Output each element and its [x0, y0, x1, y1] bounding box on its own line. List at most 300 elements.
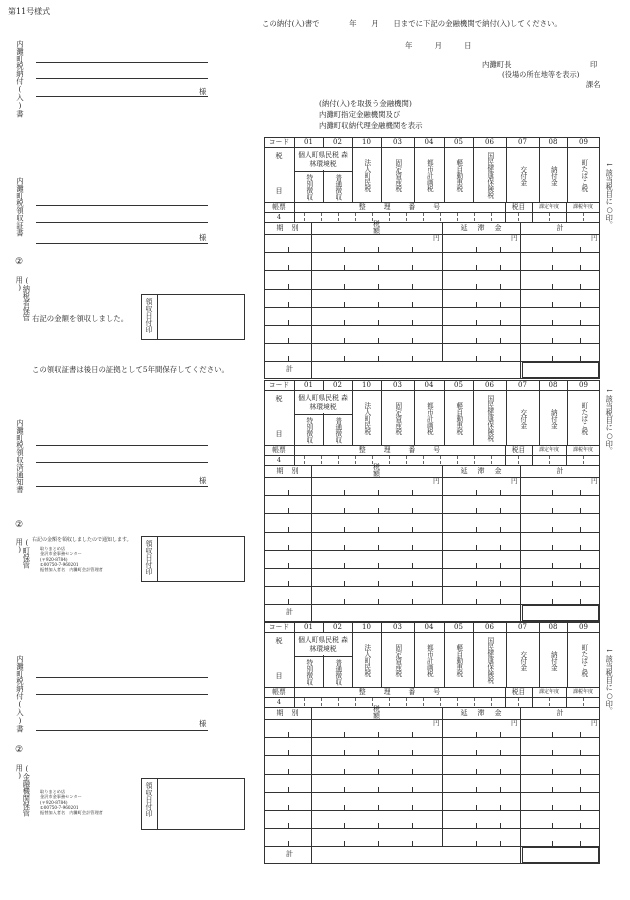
- digit-tick: [412, 563, 413, 568]
- digit-tick: [552, 732, 553, 737]
- tax-item: 納付金: [549, 165, 558, 186]
- org-line: 振替加入者名 内灘町会計管理者: [40, 567, 103, 572]
- rule: [294, 656, 352, 657]
- digit-tick: [580, 805, 581, 810]
- digit-tick: [412, 527, 413, 532]
- digit-tick: [378, 338, 379, 343]
- dashed-rule: [474, 213, 475, 221]
- digit-tick: [344, 284, 345, 289]
- digit-tick: [344, 302, 345, 307]
- digit-tick: [552, 338, 553, 343]
- digit-tick: [378, 320, 379, 325]
- late-fee-label: 延滞金: [460, 223, 512, 232]
- tax-code: 10: [362, 622, 371, 631]
- digit-tick: [552, 247, 553, 252]
- digit-tick: [378, 787, 379, 792]
- org-line: ①00750-7-960201: [40, 804, 79, 810]
- dashed-rule: [518, 456, 519, 464]
- tax-code: 09: [579, 137, 588, 146]
- total-label: 計: [556, 708, 564, 717]
- due-line: この納付(入)書で 年 月 日までに下記の金融機関で納付(入)してください。: [262, 19, 562, 28]
- assess-year-label: 課定年度: [538, 688, 559, 695]
- pref-tax-header: 個人町県民税 森林環境税: [298, 393, 348, 411]
- digit-tick: [476, 787, 477, 792]
- digit-tick: [476, 581, 477, 586]
- circle-number: ②: [15, 745, 24, 755]
- digit-tick: [552, 841, 553, 846]
- digit-tick: [580, 265, 581, 270]
- late-fee-label: 延滞金: [460, 708, 512, 717]
- dashed-rule: [440, 698, 441, 706]
- rule: [264, 147, 600, 148]
- digit-tick: [288, 265, 289, 270]
- digit-tick: [500, 581, 501, 586]
- tax-item: 納付金: [549, 650, 558, 671]
- notice-message: 右記の金額を領収しましたので通知します。: [32, 537, 132, 543]
- dashed-rule: [491, 456, 492, 464]
- rule: [264, 289, 600, 290]
- dashed-rule: [491, 698, 492, 706]
- digit-tick: [288, 750, 289, 755]
- side-note: ←該当税目に○印。: [605, 646, 615, 715]
- digit-tick: [344, 356, 345, 361]
- row-prefix: 4: [276, 455, 282, 464]
- tax-code: 02: [333, 622, 342, 631]
- digit-tick: [344, 508, 345, 513]
- digit-tick: [552, 490, 553, 495]
- rule: [264, 774, 600, 775]
- tax-item: 法人町民税: [362, 402, 371, 435]
- section-title-notice: 内灘町税領収済通知書: [15, 419, 25, 493]
- total-row-label: 計: [286, 608, 293, 617]
- rule: [520, 222, 521, 379]
- pref-tax-header: 個人町県民税 森林環境税: [298, 150, 348, 168]
- digit-tick: [288, 581, 289, 586]
- rule: [294, 414, 352, 415]
- yen-mark: 円: [433, 477, 440, 485]
- tax-label: 税: [275, 636, 283, 645]
- digit-tick: [500, 545, 501, 550]
- tax-item: 固定資産税: [393, 644, 402, 677]
- tax-label: 税: [275, 394, 283, 403]
- org-line: 金沢市金事務センター: [40, 794, 82, 800]
- digit-tick: [344, 787, 345, 792]
- digit-tick: [580, 823, 581, 828]
- tax-code: 05: [454, 137, 463, 146]
- digit-tick: [552, 805, 553, 810]
- tax-code: 08: [548, 137, 558, 146]
- rule: [264, 390, 600, 391]
- dashed-rule: [338, 698, 339, 706]
- tax-item: 交付金: [518, 165, 527, 186]
- rule: [520, 465, 521, 622]
- rule: [264, 828, 600, 829]
- tax-item: 軽自動車税: [454, 402, 463, 435]
- org-line: 振替加入者名 内灘町会計管理者: [40, 810, 103, 815]
- digit-tick: [476, 284, 477, 289]
- dashed-rule: [457, 456, 458, 464]
- ref-number-label: 整理番号: [358, 202, 459, 211]
- sama-label: 様: [199, 719, 207, 728]
- digit-tick: [412, 265, 413, 270]
- digit-tick: [378, 769, 379, 774]
- rule: [311, 707, 312, 864]
- rule: [264, 270, 600, 271]
- digit-tick: [580, 356, 581, 361]
- yen-mark: 円: [591, 477, 598, 485]
- tax-code: 04: [424, 137, 434, 146]
- period-label: 期別: [276, 223, 307, 232]
- digit-tick: [378, 302, 379, 307]
- dashed-rule: [518, 213, 519, 221]
- dashed-rule: [457, 213, 458, 221]
- rule: [264, 307, 600, 308]
- digit-tick: [412, 320, 413, 325]
- digit-tick: [500, 599, 501, 604]
- stamp-label: 領収日付印: [145, 782, 153, 817]
- digit-tick: [288, 284, 289, 289]
- digit-tick: [288, 320, 289, 325]
- digit-tick: [288, 841, 289, 846]
- circle-number: ②: [15, 520, 24, 530]
- digit-tick: [412, 599, 413, 604]
- yen-mark: 円: [591, 234, 598, 242]
- tax-item-label: 税目: [511, 202, 526, 211]
- tax-code: 08: [548, 380, 558, 389]
- tax-item: 都市計画税: [425, 402, 434, 435]
- name-line: [36, 243, 208, 244]
- digit-tick: [500, 338, 501, 343]
- digit-tick: [412, 284, 413, 289]
- tax-code: 07: [518, 622, 527, 631]
- digit-tick: [412, 490, 413, 495]
- tax-item: 軽自動車税: [454, 159, 463, 192]
- purpose-town: (町保管用): [15, 538, 32, 569]
- section-title-payment-bank: 内灘町税納付(入)書: [15, 655, 25, 733]
- row-prefix: 4: [276, 697, 282, 706]
- total-label: 計: [556, 466, 564, 475]
- digit-tick: [378, 599, 379, 604]
- stamp-label: 領収日付印: [145, 540, 153, 575]
- digit-tick: [500, 265, 501, 270]
- tax-item: 固定資産税: [393, 402, 402, 435]
- digit-tick: [580, 508, 581, 513]
- digit-tick: [476, 841, 477, 846]
- dashed-rule: [440, 456, 441, 464]
- digit-tick: [412, 581, 413, 586]
- assess-year-label: 課定年度: [538, 203, 559, 210]
- tax-item: 町たばこ税: [579, 644, 588, 677]
- tax-code: 04: [424, 622, 434, 631]
- rule: [264, 586, 600, 587]
- digit-tick: [500, 787, 501, 792]
- digit-tick: [288, 787, 289, 792]
- tax-item: 法人町民税: [362, 159, 371, 192]
- digit-tick: [344, 320, 345, 325]
- digit-tick: [552, 787, 553, 792]
- digit-tick: [580, 302, 581, 307]
- digit-tick: [500, 823, 501, 828]
- pref-tax-header: 個人町県民税 森林環境税: [298, 635, 348, 653]
- tax-item: 国民健康保険税: [485, 152, 494, 199]
- mayor-seal: 印: [590, 60, 598, 69]
- tax-code: 05: [454, 622, 463, 631]
- tax-code: 10: [362, 380, 371, 389]
- office-location: (役場の所在地等を表示): [502, 70, 580, 79]
- digit-tick: [344, 265, 345, 270]
- tax-year-label: 課税年度: [572, 688, 593, 695]
- tax-code: 01: [304, 137, 313, 146]
- digit-tick: [552, 302, 553, 307]
- digit-tick: [552, 356, 553, 361]
- total-row-label: 計: [286, 365, 293, 374]
- code-label: コード: [268, 380, 290, 389]
- row-prefix: 4: [276, 212, 282, 221]
- grand-total-box: [522, 605, 599, 621]
- tax-item-label: 税目: [511, 687, 526, 696]
- rule: [264, 343, 600, 344]
- digit-tick: [552, 823, 553, 828]
- dashed-rule: [321, 698, 322, 706]
- digit-tick: [378, 581, 379, 586]
- tax-code: 08: [548, 622, 558, 631]
- side-note: ←該当税目に○印。: [605, 160, 615, 229]
- name-line: [36, 96, 208, 97]
- tax-item: 交付金: [518, 650, 527, 671]
- digit-tick: [412, 732, 413, 737]
- digit-tick: [580, 320, 581, 325]
- grand-total-box: [522, 847, 599, 863]
- digit-tick: [344, 338, 345, 343]
- tax-item: 国民健康保険税: [485, 637, 494, 684]
- address-line: [36, 78, 208, 79]
- dashed-rule: [474, 456, 475, 464]
- digit-tick: [476, 265, 477, 270]
- special-collection: 特別徴収: [304, 658, 313, 686]
- side-note: ←該当税目に○印。: [605, 386, 615, 455]
- yen-mark: 円: [433, 234, 440, 242]
- tax-code: 06: [485, 380, 494, 389]
- tax-item: 固定資産税: [393, 159, 402, 192]
- digit-tick: [412, 823, 413, 828]
- digit-tick: [344, 563, 345, 568]
- digit-tick: [288, 302, 289, 307]
- digit-tick: [378, 356, 379, 361]
- digit-tick: [378, 805, 379, 810]
- dashed-rule: [355, 456, 356, 464]
- digit-tick: [344, 769, 345, 774]
- dashed-rule: [423, 698, 424, 706]
- digit-tick: [500, 490, 501, 495]
- digit-tick: [288, 508, 289, 513]
- circle-number: ②: [15, 257, 24, 267]
- digit-tick: [344, 545, 345, 550]
- dashed-rule: [338, 213, 339, 221]
- section-title-receipt: 内灘町税領収証書: [15, 177, 25, 237]
- tax-code: 03: [393, 622, 402, 631]
- digit-tick: [476, 320, 477, 325]
- receipt-message: 右記の金額を領収しました。: [32, 314, 129, 323]
- address-line: [36, 694, 208, 695]
- special-collection: 特別徴収: [304, 173, 313, 201]
- rule: [311, 222, 312, 379]
- dashed-rule: [583, 213, 584, 221]
- digit-tick: [288, 338, 289, 343]
- dashed-rule: [549, 213, 550, 221]
- dashed-rule: [338, 456, 339, 464]
- digit-tick: [288, 545, 289, 550]
- digit-tick: [580, 841, 581, 846]
- tax-year-label: 課税年度: [572, 203, 593, 210]
- total-label: 計: [556, 223, 564, 232]
- tax-item: 法人町民税: [362, 644, 371, 677]
- rule: [520, 707, 521, 864]
- tax-code: 06: [485, 137, 494, 146]
- period-label: 期別: [276, 708, 307, 717]
- digit-tick: [500, 508, 501, 513]
- digit-tick: [580, 527, 581, 532]
- digit-tick: [412, 338, 413, 343]
- dashed-rule: [304, 698, 305, 706]
- item-label: 目: [275, 186, 283, 195]
- form-number: 第11号様式: [8, 7, 51, 16]
- digit-tick: [378, 563, 379, 568]
- rule: [442, 222, 443, 361]
- rule: [264, 792, 600, 793]
- digit-tick: [580, 563, 581, 568]
- digit-tick: [412, 545, 413, 550]
- digit-tick: [378, 490, 379, 495]
- digit-tick: [412, 302, 413, 307]
- digit-tick: [288, 805, 289, 810]
- digit-tick: [378, 284, 379, 289]
- tax-code: 04: [424, 380, 434, 389]
- sama-label: 様: [199, 87, 207, 96]
- item-label: 目: [275, 671, 283, 680]
- dashed-rule: [440, 213, 441, 221]
- digit-tick: [344, 490, 345, 495]
- item-label: 目: [275, 429, 283, 438]
- rule: [264, 810, 600, 811]
- tax-code: 07: [518, 137, 527, 146]
- name-line: [36, 486, 208, 487]
- digit-tick: [476, 545, 477, 550]
- digit-tick: [580, 581, 581, 586]
- digit-tick: [580, 787, 581, 792]
- digit-tick: [500, 302, 501, 307]
- rule: [264, 632, 600, 633]
- ledger-label: 帳票: [272, 445, 286, 454]
- org-block: [40, 789, 103, 815]
- org-line: (〒920-8784): [40, 556, 68, 562]
- digit-tick: [378, 732, 379, 737]
- digit-tick: [378, 750, 379, 755]
- rule: [264, 495, 600, 496]
- special-collection: 特別徴収: [304, 416, 313, 444]
- rule: [311, 465, 312, 622]
- digit-tick: [288, 823, 289, 828]
- digit-tick: [344, 805, 345, 810]
- tax-code: 03: [393, 380, 402, 389]
- digit-tick: [580, 545, 581, 550]
- digit-tick: [500, 805, 501, 810]
- digit-tick: [580, 732, 581, 737]
- digit-tick: [476, 338, 477, 343]
- digit-tick: [552, 527, 553, 532]
- late-fee-label: 延滞金: [460, 466, 512, 475]
- rule: [442, 465, 443, 604]
- tax-code: 09: [579, 622, 588, 631]
- code-label: コード: [268, 622, 290, 631]
- dashed-rule: [549, 456, 550, 464]
- digit-tick: [580, 750, 581, 755]
- org-line: 金沢市金事務センター: [40, 551, 82, 557]
- digit-tick: [476, 356, 477, 361]
- digit-tick: [500, 247, 501, 252]
- dashed-rule: [583, 456, 584, 464]
- tax-item: 軽自動車税: [454, 644, 463, 677]
- digit-tick: [500, 356, 501, 361]
- code-label: コード: [268, 137, 290, 146]
- digit-tick: [288, 599, 289, 604]
- issue-date: 年 月 日: [405, 41, 472, 50]
- section-title-payment: 内灘町税納付(入)書: [15, 40, 25, 118]
- yen-mark: 円: [591, 719, 598, 727]
- dashed-rule: [304, 213, 305, 221]
- dashed-rule: [549, 698, 550, 706]
- tax-item-label: 税目: [511, 445, 526, 454]
- dashed-rule: [518, 698, 519, 706]
- dashed-rule: [423, 213, 424, 221]
- digit-tick: [412, 805, 413, 810]
- address-line: [36, 445, 208, 446]
- digit-tick: [476, 247, 477, 252]
- digit-tick: [288, 732, 289, 737]
- stamp-label: 領収日付印: [145, 298, 153, 333]
- dashed-rule: [304, 456, 305, 464]
- tax-code: 09: [579, 380, 588, 389]
- org-line: 取りまとめ店: [40, 789, 66, 794]
- digit-tick: [580, 599, 581, 604]
- digit-tick: [552, 750, 553, 755]
- rule: [294, 171, 352, 172]
- digit-tick: [552, 320, 553, 325]
- rule: [264, 252, 600, 253]
- tax-code: 01: [304, 622, 313, 631]
- digit-tick: [500, 527, 501, 532]
- yen-mark: 円: [511, 719, 518, 727]
- digit-tick: [378, 247, 379, 252]
- sama-label: 様: [199, 233, 207, 242]
- digit-tick: [476, 302, 477, 307]
- mayor-title: 内灘町長: [482, 60, 512, 69]
- rule: [264, 532, 600, 533]
- digit-tick: [552, 545, 553, 550]
- digit-tick: [552, 599, 553, 604]
- tax-amount-label: 税額: [373, 463, 420, 478]
- tax-code: 03: [393, 137, 402, 146]
- digit-tick: [476, 805, 477, 810]
- address-line: [36, 222, 208, 223]
- digit-tick: [378, 841, 379, 846]
- digit-tick: [288, 490, 289, 495]
- purpose-taxpayer: (納税者保管用): [15, 276, 32, 321]
- digit-tick: [580, 769, 581, 774]
- assess-year-label: 課定年度: [538, 446, 559, 453]
- ledger-label: 帳票: [272, 202, 286, 211]
- rule: [264, 513, 600, 514]
- digit-tick: [580, 490, 581, 495]
